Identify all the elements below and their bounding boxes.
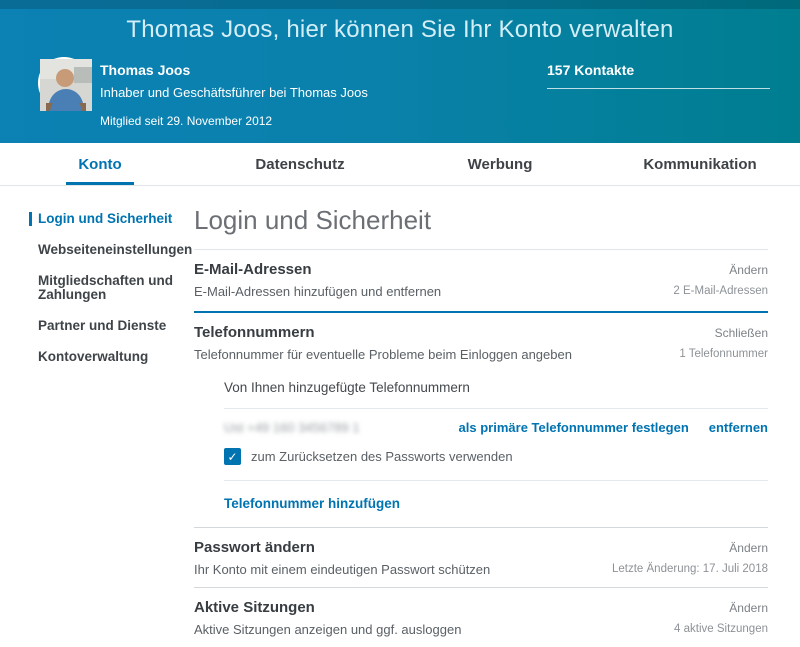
tab-datenschutz[interactable] <box>200 143 400 185</box>
section-email <box>194 250 768 313</box>
page-title: Thomas Joos, hier können Sie Ihr Konto verwalten <box>126 16 674 43</box>
remove-phone-link[interactable]: entfernen <box>708 420 768 435</box>
settings-tabbar <box>0 143 800 186</box>
section-page-title: Login und Sicherheit <box>194 205 432 235</box>
phone-count: 1 Telefonnummer <box>679 348 768 360</box>
profile-summary <box>38 57 368 128</box>
phone-close-button[interactable]: Schließen <box>714 326 768 340</box>
section-sessions <box>194 588 768 647</box>
add-phone-link[interactable]: Telefonnummer hinzufügen <box>224 496 400 511</box>
tab-kommunikation-label: Kommunikation <box>643 155 757 173</box>
sidebar-item-webseiteneinstellungen[interactable]: Webseiteneinstellungen <box>38 242 193 257</box>
profile-headline: Inhaber und Geschäftsführer bei Thomas Joos <box>100 85 368 100</box>
tab-konto[interactable] <box>0 143 200 185</box>
added-phones-label: Von Ihnen hinzugefügte Telefonnummern <box>224 366 768 409</box>
password-last-change: Letzte Änderung: 17. Juli 2018 <box>611 563 768 575</box>
account-header <box>0 0 800 143</box>
active-tab-underline <box>66 182 134 185</box>
email-section-title: E-Mail-Adressen <box>194 261 312 278</box>
sessions-change-button[interactable]: Ändern <box>729 601 768 615</box>
tab-konto-label: Konto <box>78 155 122 173</box>
settings-main <box>194 205 800 647</box>
phone-section-title: Telefonnummern <box>194 324 315 341</box>
phone-row <box>224 409 768 445</box>
settings-sidebar <box>0 212 194 647</box>
password-change-button[interactable]: Ändern <box>729 541 768 555</box>
phone-number-obscured: Ust +49 160 3456789 1 <box>224 420 360 435</box>
phone-section-subtitle: Telefonnummer für eventuelle Probleme beim Einloggen angeben <box>194 347 572 362</box>
sessions-section-title: Aktive Sitzungen <box>194 599 315 616</box>
profile-info <box>100 57 368 128</box>
profile-name: Thomas Joos <box>100 62 191 78</box>
set-primary-phone-link[interactable]: als primäre Telefonnummer festlegen <box>458 420 689 435</box>
sidebar-item-login-und-sicherheit[interactable]: Login und Sicherheit <box>29 212 194 226</box>
password-reset-checkbox-row <box>224 445 768 481</box>
contacts-count[interactable]: 157 Kontakte <box>547 62 770 89</box>
sessions-section-subtitle: Aktive Sitzungen anzeigen und ggf. ausloggen <box>194 622 462 637</box>
phone-section-body <box>224 366 768 527</box>
email-change-button[interactable]: Ändern <box>729 263 768 277</box>
member-since: Mitglied seit 29. November 2012 <box>100 114 273 128</box>
tab-werbung-label: Werbung <box>467 155 533 173</box>
email-count: 2 E-Mail-Adressen <box>673 285 768 297</box>
email-section-subtitle: E-Mail-Adressen hinzufügen und entfernen <box>194 284 442 299</box>
tab-werbung[interactable] <box>400 143 600 185</box>
sidebar-item-kontoverwaltung[interactable]: Kontoverwaltung <box>38 349 149 364</box>
password-reset-checkbox-label: zum Zurücksetzen des Passworts verwenden <box>251 449 513 464</box>
tab-kommunikation[interactable] <box>600 143 800 185</box>
password-section-subtitle: Ihr Konto mit einem eindeutigen Passwort schützen <box>194 562 491 577</box>
tab-datenschutz-label: Datenschutz <box>255 155 345 173</box>
password-section-title: Passwort ändern <box>194 539 315 556</box>
section-phone <box>194 313 768 527</box>
content-area <box>0 186 800 647</box>
section-password <box>194 528 768 587</box>
checkmark-icon: ✓ <box>227 449 238 464</box>
sessions-count: 4 aktive Sitzungen <box>674 623 768 635</box>
sidebar-item-mitgliedschaften-und-zahlungen[interactable]: Mitgliedschaften und Zahlungen <box>38 273 173 302</box>
password-reset-checkbox[interactable] <box>224 448 241 465</box>
sidebar-item-partner-und-dienste[interactable]: Partner und Dienste <box>38 318 167 333</box>
avatar[interactable] <box>38 57 90 109</box>
header-top-strip <box>0 0 800 9</box>
